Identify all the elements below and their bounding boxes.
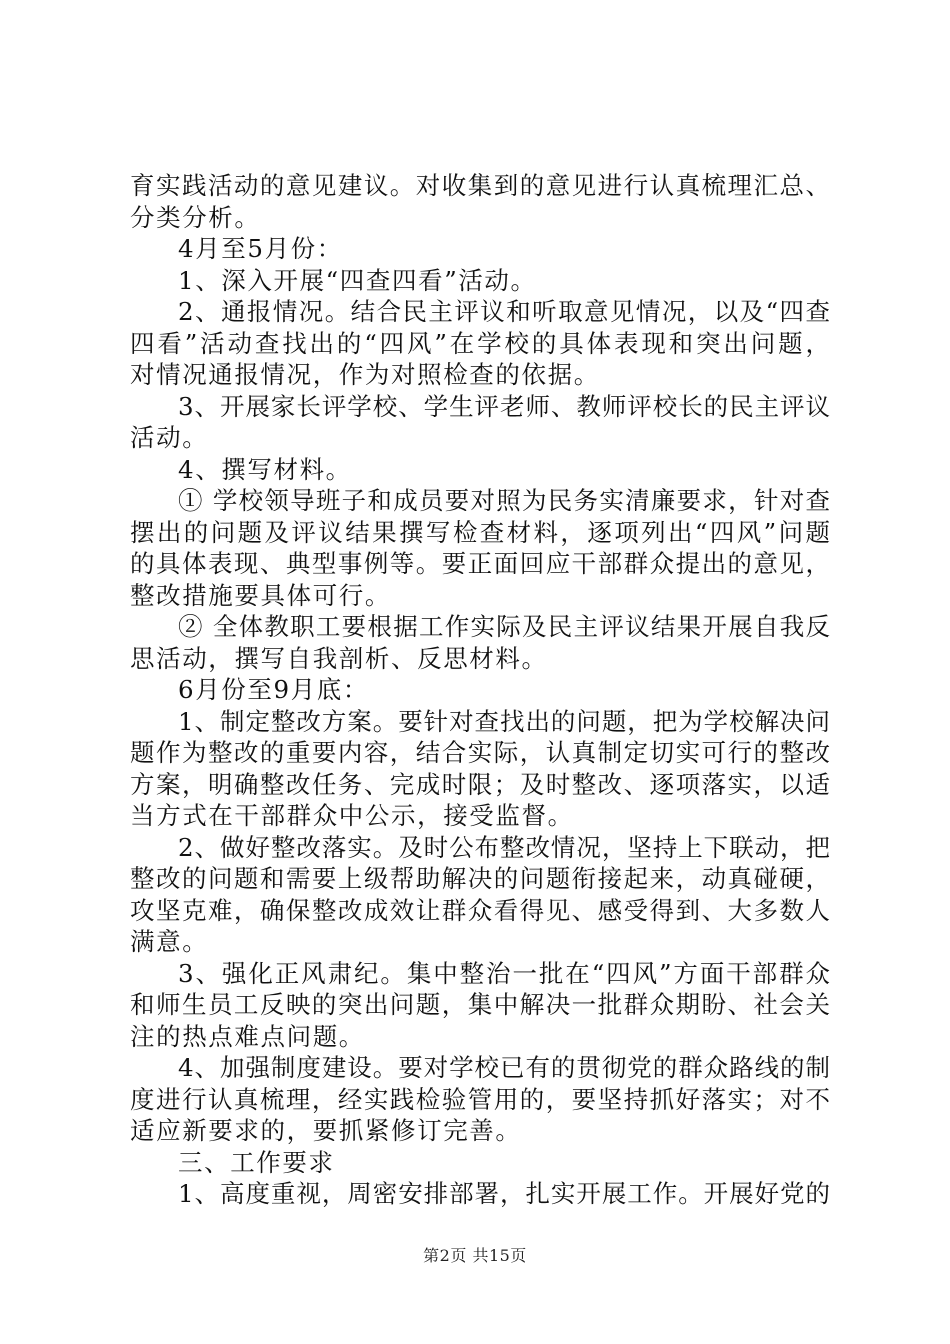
text-line: 对情况通报情况，作为对照检查的依据。	[130, 360, 600, 389]
text-line: 适应新要求的，要抓紧修订完善。	[130, 1116, 522, 1145]
text-line: 3、强化正风肃纪。集中整治一批在“四风”方面干部群众	[178, 958, 830, 988]
text-line: 度进行认真梳理，经实践检验管用的，要坚持抓好落实；对不	[130, 1084, 830, 1114]
text-line: 4、加强制度建设。要对学校已有的贯彻党的群众路线的制	[178, 1053, 830, 1082]
text-line: 6月份至9月底：	[178, 675, 369, 704]
text-line: 整改的问题和需要上级帮助解决的问题衔接起来，动真碰硬，	[130, 864, 830, 893]
text-line: 摆出的问题及评议结果撰写检查材料，逐项列出“四风”问题	[130, 517, 830, 547]
text-line: 育实践活动的意见建议。对收集到的意见进行认真梳理汇总、	[130, 171, 830, 200]
text-line: 1、制定整改方案。要针对查找出的问题，把为学校解决问	[178, 706, 830, 736]
text-line: 2、通报情况。结合民主评议和听取意见情况，以及“四查	[178, 297, 830, 326]
text-line: 1、深入开展“四查四看”活动。	[178, 265, 537, 295]
text-line: ② 全体教职工要根据工作实际及民主评议结果开展自我反	[178, 612, 830, 641]
text-line: 1、高度重视，周密安排部署，扎实开展工作。开展好党的	[178, 1179, 830, 1208]
page-footer: 第2页 共15页	[423, 1246, 527, 1265]
text-line: 注的热点难点问题。	[130, 1021, 365, 1051]
text-line: 4月至5月份：	[178, 234, 343, 263]
text-line: 4、撰写材料。	[178, 454, 352, 484]
text-line: 分类分析。	[130, 202, 261, 232]
text-line: 活动。	[130, 423, 209, 452]
text-line: 整改措施要具体可行。	[130, 580, 391, 610]
text-line: 题作为整改的重要内容，结合实际，认真制定切实可行的整改	[130, 738, 830, 767]
text-line: 3、开展家长评学校、学生评老师、教师评校长的民主评议	[178, 391, 830, 421]
text-line: 的具体表现、典型事例等。要正面回应干部群众提出的意见，	[130, 549, 830, 578]
text-line: 四看”活动查找出的“四风”在学校的具体表现和突出问题，	[130, 328, 830, 358]
text-line: 满意。	[130, 927, 209, 956]
text-line: 和师生员工反映的突出问题，集中解决一批群众期盼、社会关	[130, 990, 830, 1019]
text-line: 2、做好整改落实。及时公布整改情况，坚持上下联动，把	[178, 832, 830, 862]
document-body	[130, 170, 830, 1210]
text-line: ① 学校领导班子和成员要对照为民务实清廉要求，针对查	[178, 486, 830, 515]
text-line: 三、工作要求	[178, 1147, 335, 1177]
text-line: 攻坚克难，确保整改成效让群众看得见、感受得到、大多数人	[130, 895, 830, 925]
text-line: 思活动，撰写自我剖析、反思材料。	[130, 643, 548, 673]
text-line: 方案，明确整改任务、完成时限；及时整改、逐项落实，以适	[130, 769, 830, 799]
text-line: 当方式在干部群众中公示，接受监督。	[130, 801, 574, 830]
